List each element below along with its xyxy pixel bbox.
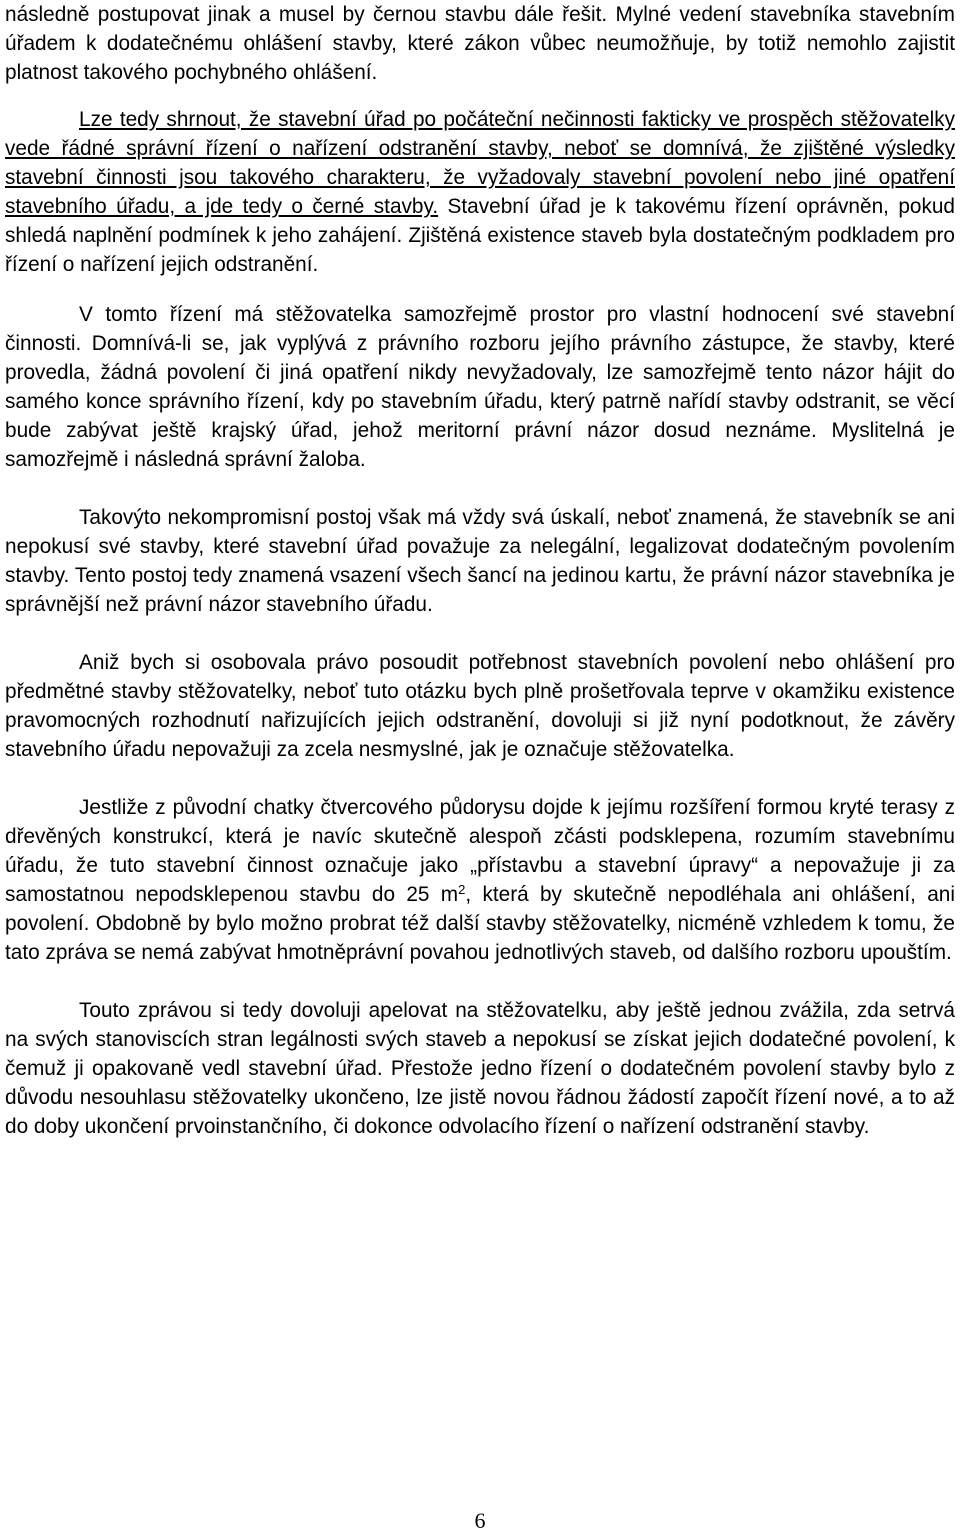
paragraph-text: Aniž bych si osobovala právo posoudit potřebnost stavebních povolení nebo ohlášení pro předmětné stavby stěžovatelky, neboť tuto otázku bych plně prošetřovala teprve v okamžiku existence pravomocných rozhodnutí nařizujících jejich odstranění, dovoluji si již nyní podotknout, že závěry stavebního úřadu nepovažuji za zcela nesmyslné, jak je označuje stěžovatelka. — [5, 651, 955, 761]
paragraph-text: Touto zprávou si tedy dovoluji apelovat na stěžovatelku, aby ještě jednou zvážila, zda setrvá na svých stanoviscích stran legálnosti svých staveb a nepokusí se získat jejich dodatečné povolení, k čemuž ji opakovaně vedl stavební úřad. Přestože jedno řízení o dodatečném povolení stavby bylo z důvodu nesouhlasu stěžovatelky ukončeno, lze jistě novou řádnou žádostí započít řízení nové, a to až do doby ukončení prvoinstančního, či dokonce odvolacího řízení o nařízení odstranění stavby. — [5, 999, 955, 1138]
paragraph-uncompromising-stance — [5, 503, 955, 619]
paragraph-summary — [5, 105, 955, 279]
paragraph-text: Jestliže z původní chatky čtvercového půdorysu dojde k jejímu rozšíření formou kryté terasy z dřevěných konstrukcí, která je navíc skutečně alespoň zčásti podsklepena, rozumím stavebnímu úřadu, že tuto stavební činnost označuje jako „přístavbu a stavební úpravy“ a nepovažuje ji za samostatnou nepodsklepenou stavbu do 25 m — [5, 796, 955, 906]
paragraph-proceedings — [5, 300, 955, 474]
page-number: 6 — [474, 1508, 486, 1533]
paragraph-text: následně postupovat jinak a musel by černou stavbu dále řešit. Mylné vedení stavebníka stavebním úřadem k dodatečnému ohlášení stavby, které zákon vůbec neumožňuje, by totiž nemohlo zajistit platnost takového pochybného ohlášení. — [5, 3, 955, 84]
underlined-text: Lze tedy shrnout, že stavební úřad po počáteční nečinnosti fakticky ve prospěch stěžovatelky vede řádné správní řízení o nařízení odstranění stavby, neboť se domnívá, že zjištěné výsledky stavební činnosti jsou takového charakteru, že vyžadovaly stavební povolení nebo jiné opatření stavebního úřadu, a jde tedy o černé stavby. — [5, 108, 955, 218]
superscript: 2 — [458, 882, 466, 897]
paragraph-extension — [5, 793, 955, 967]
paragraph-continued — [5, 0, 955, 87]
paragraph-text: , která by skutečně nepodléhala ani ohlášení, ani povolení. Obdobně by bylo možno probrat též další stavby stěžovatelky, nicméně vzhledem k tomu, že tato zpráva se nemá zabývat hmotněprávní povahou jednotlivých staveb, od dalšího rozboru upouštím. — [5, 883, 955, 964]
paragraph-appeal — [5, 996, 955, 1141]
paragraph-text: V tomto řízení má stěžovatelka samozřejmě prostor pro vlastní hodnocení své stavební činnosti. Domnívá-li se, jak vyplývá z právního rozboru jejího právního zástupce, že stavby, které provedla, žádná povolení či jiná opatření nikdy nevyžadovaly, lze samozřejmě tento názor hájit do samého konce správního řízení, kdy po stavebním úřadu, který patrně nařídí stavby odstranit, se věcí bude zabývat ještě krajský úřad, jehož meritorní právní názor dosud neznáme. Myslitelná je samozřejmě i následná správní žaloba. — [5, 303, 955, 471]
paragraph-assessment — [5, 648, 955, 764]
paragraph-text: Stavební úřad je k takovému řízení oprávněn, pokud shledá naplnění podmínek k jeho zahájení. Zjištěná existence staveb byla dostatečným podkladem pro řízení o nařízení jejich odstranění. — [5, 195, 955, 276]
document-page — [5, 0, 955, 1141]
paragraph-text: Takovýto nekompromisní postoj však má vždy svá úskalí, neboť znamená, že stavebník se ani nepokusí své stavby, které stavební úřad považuje za nelegální, legalizovat dodatečným povolením stavby. Tento postoj tedy znamená vsazení všech šancí na jedinou kartu, že právní názor stavebníka je správnější než právní názor stavebního úřadu. — [5, 506, 955, 616]
